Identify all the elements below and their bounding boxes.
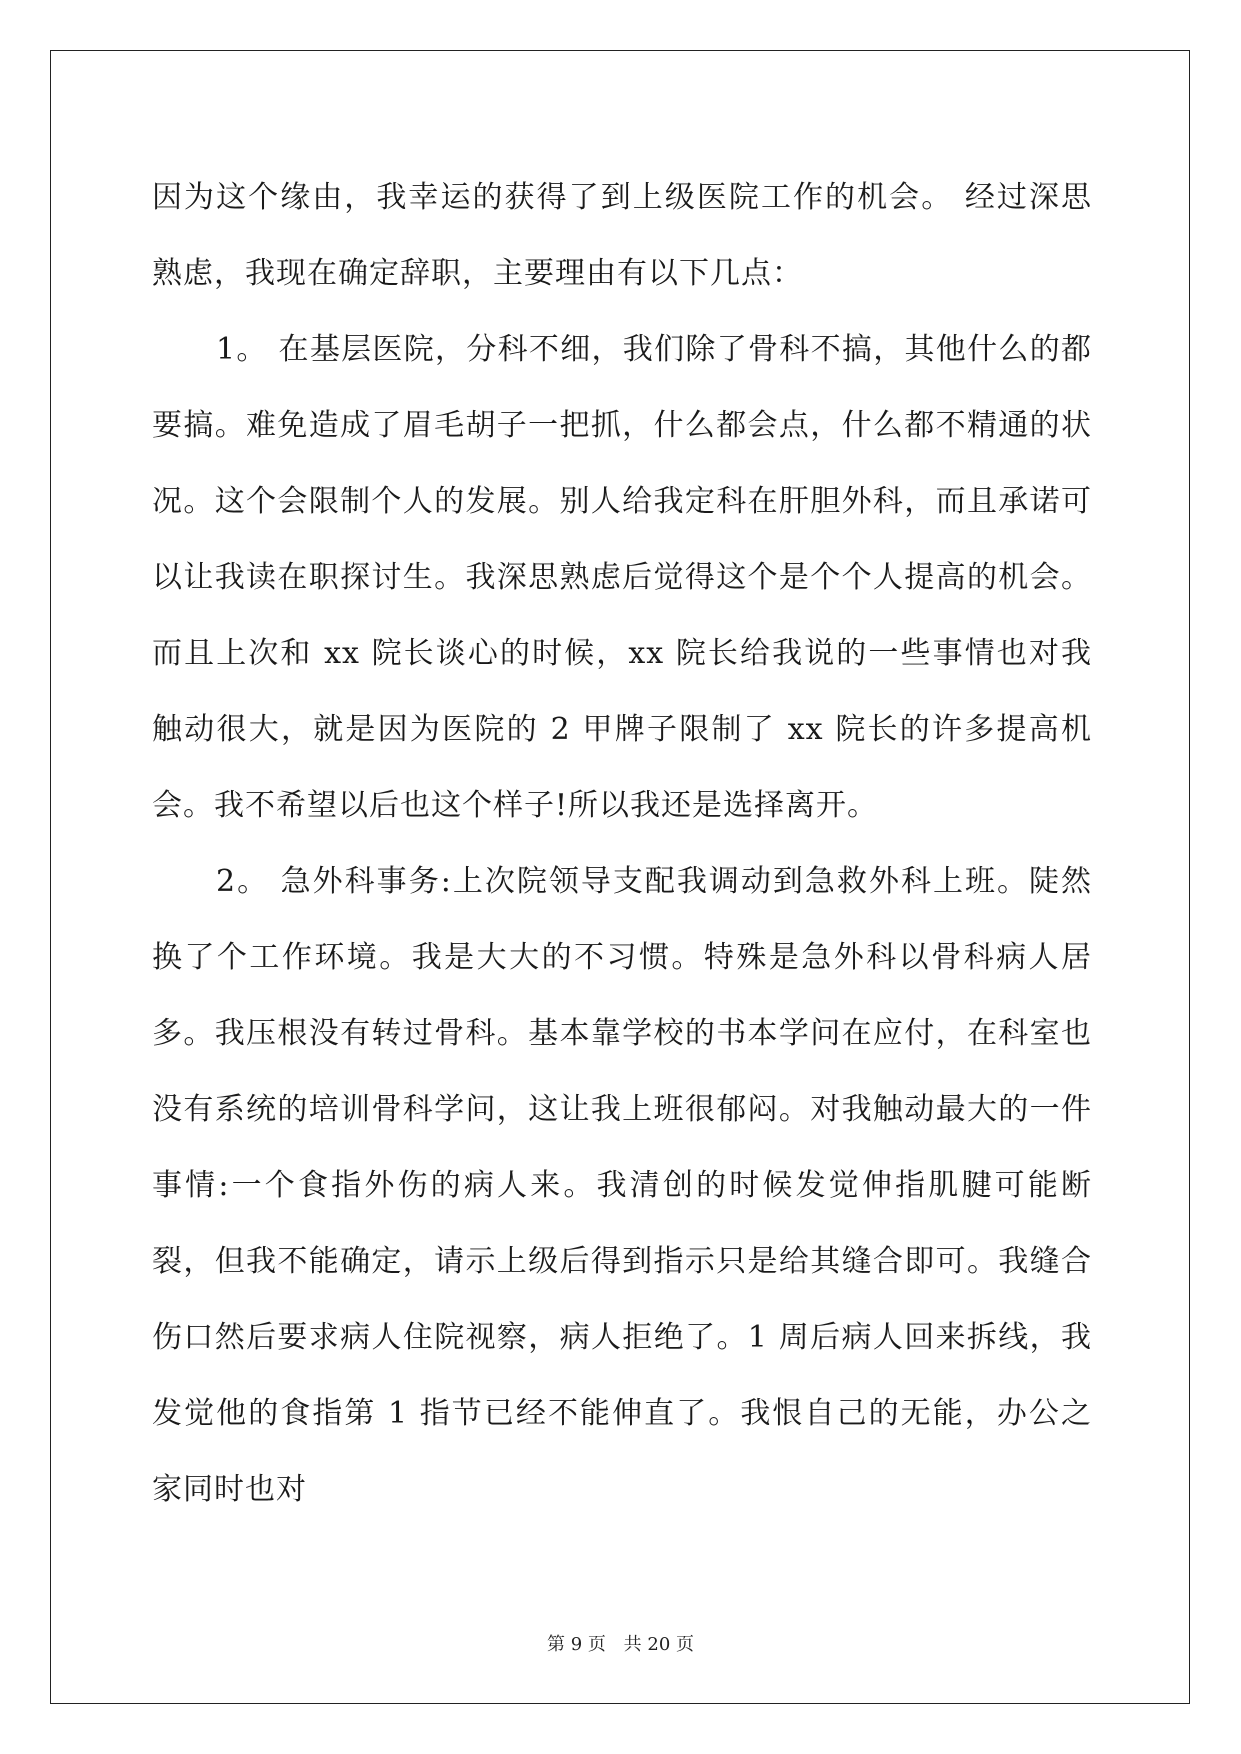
page-number: 第 9 页 [547, 1634, 606, 1655]
page-total: 共 20 页 [623, 1634, 694, 1655]
document-body [152, 160, 1092, 1528]
page-footer [0, 1630, 1241, 1656]
paragraph-point-2: 2。 急外科事务:上次院领导支配我调动到急救外科上班。陡然换了个工作环境。我是大大的不习惯。特殊是急外科以骨科病人居多。我压根没有转过骨科。基本靠学校的书本学问在应付，在科室也没有系统的培训骨科学问，这让我上班很郁闷。对我触动最大的一件事情:一个食指外伤的病人来。我清创的时候发觉伸指肌腱可能断裂，但我不能确定，请示上级后得到指示只是给其缝合即可。我缝合伤口然后要求病人住院视察，病人拒绝了。1 周后病人回来拆线，我发觉他的食指第 1 指节已经不能伸直了。我恨自己的无能，办公之家同时也对 [152, 864, 1092, 1507]
paragraph-intro: 因为这个缘由，我幸运的获得了到上级医院工作的机会。 经过深思熟虑，我现在确定辞职，主要理由有以下几点： [152, 180, 1092, 291]
paragraph-point-1: 1。 在基层医院，分科不细，我们除了骨科不搞，其他什么的都要搞。难免造成了眉毛胡子一把抓，什么都会点，什么都不精通的状况。这个会限制个人的发展。别人给我定科在肝胆外科，而且承诺可以让我读在职探讨生。我深思熟虑后觉得这个是个个人提高的机会。而且上次和 xx 院长谈心的时候，xx 院长给我说的一些事情也对我触动很大，就是因为医院的 2 甲牌子限制了 xx 院长的许多提高机会。我不希望以后也这个样子!所以我还是选择离开。 [152, 332, 1092, 823]
